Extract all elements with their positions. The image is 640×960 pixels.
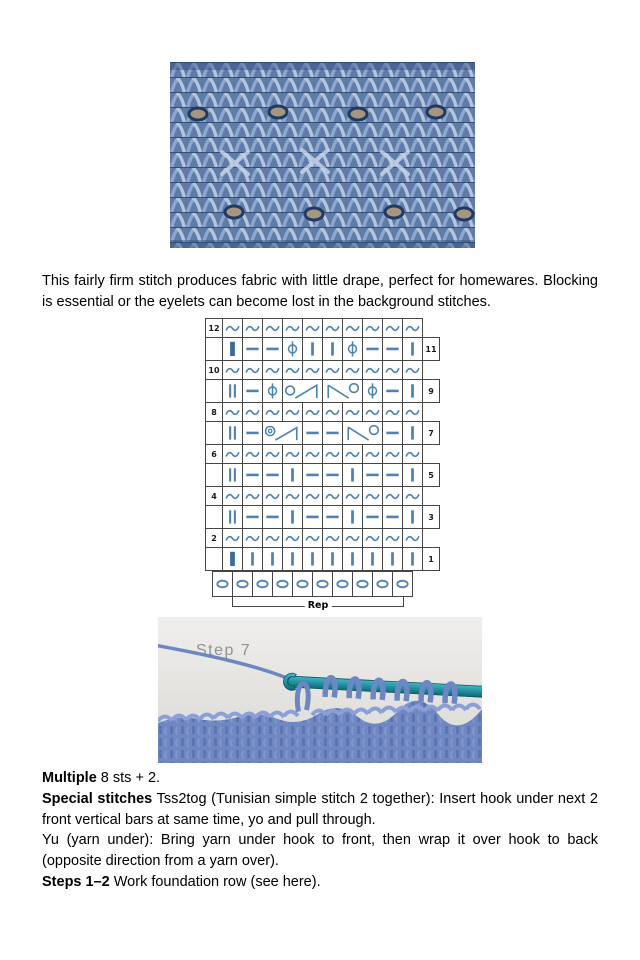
chart-cell-ret (323, 445, 343, 464)
step-photo (158, 617, 482, 763)
step-image (158, 617, 482, 763)
chart-spacer (423, 319, 440, 338)
foundation-chain-cell (213, 572, 233, 597)
chart-cell-ret (243, 403, 263, 422)
chart-cell-eyelet (343, 338, 363, 361)
chart-cell-ret (403, 403, 423, 422)
chart-cell-bar (283, 464, 303, 487)
chart-cell-yo2_tog_r (263, 422, 303, 445)
intro-paragraph: This fairly firm stitch produces fabric with little drape, perfect for homewares. Blocking is essential or the eyelets can become lost in the background stitches. (42, 272, 598, 310)
chart-cell-bar (363, 548, 383, 571)
chart-cell-ret (243, 487, 263, 506)
chart-cell-ret (343, 529, 363, 548)
chart-cell-dash (323, 464, 343, 487)
chart-cell-dash (243, 464, 263, 487)
instruction-text: 8 sts + 2. (96, 770, 161, 786)
chart-cell-ret (243, 319, 263, 338)
instruction-text: Tss2tog (Tunisian simple stitch 2 together): Insert hook under next 2 front vertical bars at same time, yo and pull through. (42, 790, 598, 828)
foundation-chain-cell (293, 572, 313, 597)
row-number-right: 1 (423, 548, 440, 571)
row-number-left (206, 548, 223, 571)
chart-cell-ret (243, 529, 263, 548)
instruction-multiple (42, 768, 598, 789)
chart-cell-ret (343, 445, 363, 464)
stitch-chart (205, 318, 441, 612)
chart-cell-ret (403, 487, 423, 506)
chart-cell-ret (303, 445, 323, 464)
instruction-steps (42, 872, 598, 893)
chart-cell-dbl (223, 506, 243, 529)
chart-spacer (423, 529, 440, 548)
chart-cell-ret (223, 529, 243, 548)
chart-grid (205, 318, 440, 571)
row-number-left (206, 422, 223, 445)
chart-cell-ret (383, 403, 403, 422)
chart-cell-ret (283, 445, 303, 464)
foundation-chain-cell (253, 572, 273, 597)
chart-cell-bar (243, 548, 263, 571)
chart-cell-ret (303, 403, 323, 422)
chart-row (206, 361, 440, 380)
chart-cell-dash (263, 338, 283, 361)
chart-row (206, 422, 440, 445)
chart-row (206, 445, 440, 464)
foundation-chain-row (212, 571, 413, 597)
chart-cell-ret (223, 445, 243, 464)
chart-cell-bar (383, 548, 403, 571)
chart-cell-ret (343, 319, 363, 338)
chart-cell-thick (223, 548, 243, 571)
chart-cell-bar (323, 548, 343, 571)
chart-spacer (423, 487, 440, 506)
chart-cell-eyelet (283, 338, 303, 361)
foundation-chain-cell (313, 572, 333, 597)
chart-cell-ret (403, 361, 423, 380)
chart-cell-ret (343, 403, 363, 422)
chart-cell-ret (403, 445, 423, 464)
chart-cell-ret (263, 403, 283, 422)
chart-cell-ret (263, 487, 283, 506)
chart-cell-bar (403, 506, 423, 529)
chart-cell-yo_tog_r (283, 380, 323, 403)
chart-cell-ret (223, 487, 243, 506)
chart-cell-ret (383, 319, 403, 338)
chart-cell-ret (243, 445, 263, 464)
row-number-left (206, 338, 223, 361)
chart-cell-ret (263, 529, 283, 548)
chart-row (206, 487, 440, 506)
chart-cell-eyelet (363, 380, 383, 403)
chart-cell-bar (403, 464, 423, 487)
row-number-left (206, 380, 223, 403)
chart-cell-ret (403, 529, 423, 548)
instruction-lead: Special stitches (42, 790, 153, 807)
chart-cell-ret (223, 403, 243, 422)
swatch-photo (170, 62, 475, 248)
chart-cell-tog_yo_l (343, 422, 383, 445)
row-number-left: 4 (206, 487, 223, 506)
chart-cell-bar (403, 548, 423, 571)
row-number-right: 7 (423, 422, 440, 445)
chart-cell-ret (263, 445, 283, 464)
chart-row (206, 380, 440, 403)
chart-cell-dash (383, 380, 403, 403)
chart-cell-ret (383, 529, 403, 548)
row-number-left: 2 (206, 529, 223, 548)
chart-cell-dash (303, 422, 323, 445)
chart-spacer (423, 361, 440, 380)
chart-cell-ret (323, 319, 343, 338)
repeat-label: Rep (305, 600, 332, 611)
chart-cell-ret (303, 487, 323, 506)
chart-cell-ret (223, 319, 243, 338)
chart-cell-bar (323, 338, 343, 361)
chart-cell-ret (363, 403, 383, 422)
chart-row (206, 403, 440, 422)
chart-cell-ret (383, 445, 403, 464)
chart-cell-ret (383, 361, 403, 380)
chart-cell-dash (383, 506, 403, 529)
row-number-left (206, 464, 223, 487)
row-number-right: 5 (423, 464, 440, 487)
chart-cell-bar (263, 548, 283, 571)
chart-cell-ret (303, 529, 323, 548)
chart-cell-ret (363, 445, 383, 464)
chart-cell-ret (283, 529, 303, 548)
instruction-yarn-under (42, 830, 598, 872)
chart-cell-tog_yo_l (323, 380, 363, 403)
chart-cell-ret (363, 529, 383, 548)
chart-cell-dash (243, 506, 263, 529)
chart-cell-ret (283, 319, 303, 338)
chart-cell-bar (283, 506, 303, 529)
foundation-chain-cell (333, 572, 353, 597)
chart-cell-dash (363, 338, 383, 361)
chart-cell-ret (363, 319, 383, 338)
chart-cell-dash (363, 464, 383, 487)
foundation-chain-cell (353, 572, 373, 597)
chart-cell-ret (283, 487, 303, 506)
chart-cell-ret (383, 487, 403, 506)
chart-cell-ret (403, 319, 423, 338)
instruction-lead: Steps 1–2 (42, 873, 110, 890)
chart-row (206, 506, 440, 529)
row-number-left: 6 (206, 445, 223, 464)
chart-cell-dash (243, 338, 263, 361)
chart-cell-dash (303, 506, 323, 529)
row-number-right: 9 (423, 380, 440, 403)
chart-cell-ret (283, 403, 303, 422)
chart-cell-ret (263, 361, 283, 380)
chart-row (206, 529, 440, 548)
chart-cell-ret (343, 361, 363, 380)
foundation-chain-cell (273, 572, 293, 597)
chart-cell-eyelet (263, 380, 283, 403)
chart-row (206, 464, 440, 487)
chart-cell-dash (243, 380, 263, 403)
chart-cell-thick (223, 338, 243, 361)
chart-cell-bar (343, 464, 363, 487)
row-number-left: 12 (206, 319, 223, 338)
chart-cell-ret (323, 403, 343, 422)
chart-cell-dash (383, 422, 403, 445)
chart-row (206, 548, 440, 571)
row-number-left (206, 506, 223, 529)
chart-cell-dash (243, 422, 263, 445)
chart-cell-dash (263, 506, 283, 529)
chart-cell-ret (243, 361, 263, 380)
chart-cell-dbl (223, 422, 243, 445)
foundation-chain-cell (373, 572, 393, 597)
chart-cell-ret (303, 319, 323, 338)
chart-cell-dash (323, 506, 343, 529)
chart-cell-bar (403, 422, 423, 445)
swatch-image (170, 62, 475, 248)
chart-cell-bar (343, 548, 363, 571)
chart-cell-dash (383, 338, 403, 361)
chart-cell-bar (343, 506, 363, 529)
row-number-right: 11 (423, 338, 440, 361)
chart-cell-bar (403, 338, 423, 361)
row-number-left: 8 (206, 403, 223, 422)
chart-cell-ret (363, 487, 383, 506)
chart-cell-ret (323, 529, 343, 548)
chart-cell-ret (323, 361, 343, 380)
chart-cell-bar (403, 380, 423, 403)
chart-cell-bar (303, 338, 323, 361)
chart-cell-ret (303, 361, 323, 380)
chart-cell-dbl (223, 380, 243, 403)
step-label: Step 7 (196, 642, 252, 659)
instruction-special-stitches (42, 789, 598, 831)
row-number-left: 10 (206, 361, 223, 380)
chart-row (206, 338, 440, 361)
chart-spacer (423, 403, 440, 422)
pattern-instructions (42, 768, 598, 893)
chart-cell-dash (263, 464, 283, 487)
chart-row (206, 319, 440, 338)
chart-cell-dash (323, 422, 343, 445)
instruction-text: Yu (yarn under): Bring yarn under hook to front, then wrap it over hook to back (opposite direction from a yarn over). (42, 832, 598, 870)
chart-cell-ret (343, 487, 363, 506)
chart-cell-ret (283, 361, 303, 380)
chart-cell-dash (363, 506, 383, 529)
instruction-text: Work foundation row (see here). (109, 873, 321, 890)
chart-cell-dbl (223, 464, 243, 487)
chart-cell-bar (283, 548, 303, 571)
chart-cell-ret (323, 487, 343, 506)
chart-spacer (423, 445, 440, 464)
chart-cell-bar (303, 548, 323, 571)
repeat-bracket (232, 597, 404, 612)
chart-cell-ret (223, 361, 243, 380)
instruction-lead: Multiple (42, 770, 97, 786)
foundation-chain-cell (233, 572, 253, 597)
row-number-right: 3 (423, 506, 440, 529)
chart-cell-dash (303, 464, 323, 487)
chart-cell-ret (363, 361, 383, 380)
chart-cell-dash (383, 464, 403, 487)
foundation-chain-cell (393, 572, 413, 597)
chart-cell-ret (263, 319, 283, 338)
